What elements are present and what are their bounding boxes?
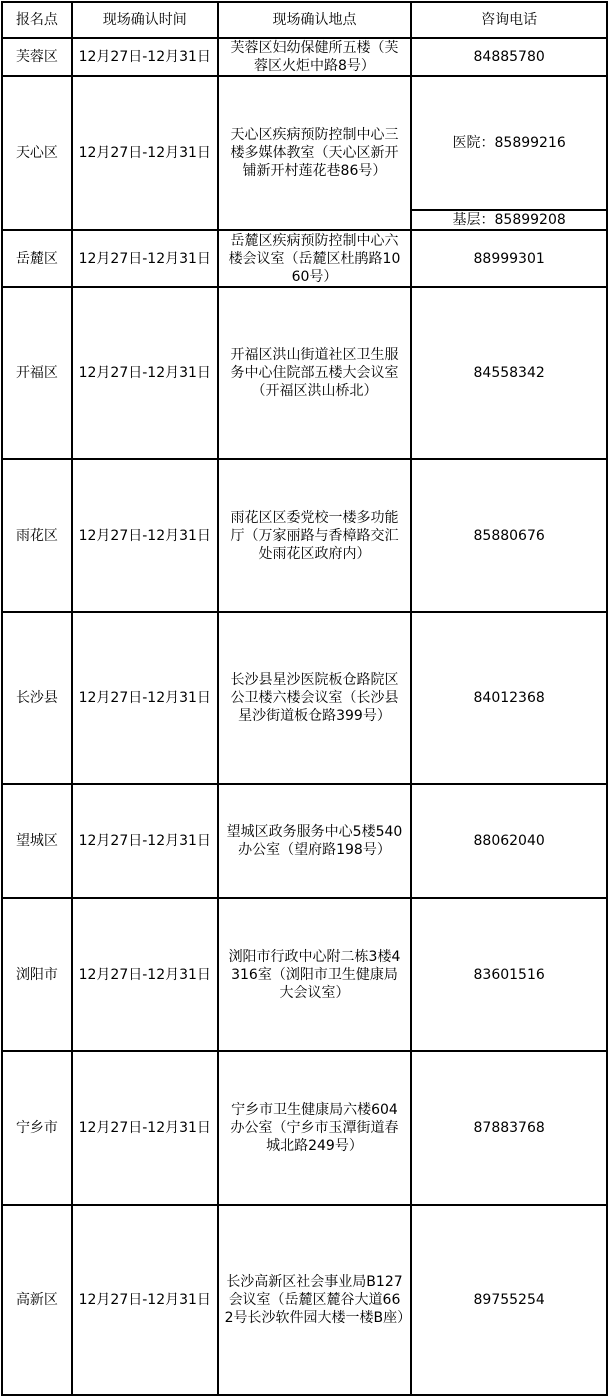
- time-cell: 12月27日-12月31日: [72, 38, 218, 76]
- table-row: [2, 38, 607, 76]
- time-cell: 12月27日-12月31日: [72, 612, 218, 784]
- phone-hospital: 医院：85899216: [452, 135, 566, 151]
- phone-cell: 89755254: [411, 1205, 607, 1395]
- phone-cell: 88062040: [411, 784, 607, 898]
- header-phone: 咨询电话: [411, 2, 607, 38]
- table-row: [2, 1205, 607, 1395]
- phone-cell-split: [411, 76, 607, 230]
- phone-cell: 83601516: [411, 898, 607, 1051]
- site-cell: 雨花区: [2, 459, 72, 612]
- site-cell: 芙蓉区: [2, 38, 72, 76]
- header-location: 现场确认地点: [218, 2, 412, 38]
- time-cell: 12月27日-12月31日: [72, 898, 218, 1051]
- location-cell: 长沙县星沙医院板仓路院区公卫楼六楼会议室（长沙县星沙街道板仓路399号）: [218, 612, 412, 784]
- phone-cell: 84012368: [411, 612, 607, 784]
- time-cell: 12月27日-12月31日: [72, 1051, 218, 1205]
- location-cell: 芙蓉区妇幼保健所五楼（芙蓉区火炬中路8号）: [218, 38, 412, 76]
- site-cell: 天心区: [2, 76, 72, 230]
- location-cell: 宁乡市卫生健康局六楼604办公室（宁乡市玉潭街道春城北路249号）: [218, 1051, 412, 1205]
- location-cell: 长沙高新区社会事业局B127会议室（岳麓区麓谷大道662号长沙软件园大楼一楼B座）: [218, 1205, 412, 1395]
- site-cell: 高新区: [2, 1205, 72, 1395]
- header-site: 报名点: [2, 2, 72, 38]
- site-cell: 开福区: [2, 287, 72, 459]
- table-row: [2, 784, 607, 898]
- phone-cell: 84558342: [411, 287, 607, 459]
- location-cell: 浏阳市行政中心附二栋3楼4316室（浏阳市卫生健康局大会议室）: [218, 898, 412, 1051]
- table-row: [2, 612, 607, 784]
- site-cell: 长沙县: [2, 612, 72, 784]
- time-cell: 12月27日-12月31日: [72, 784, 218, 898]
- site-cell: 岳麓区: [2, 230, 72, 287]
- phone-grassroots: 基层：85899208: [412, 209, 606, 229]
- location-cell: 望城区政务服务中心5楼540办公室（望府路198号）: [218, 784, 412, 898]
- location-cell: 岳麓区疾病预防控制中心六楼会议室（岳麓区杜鹃路1060号）: [218, 230, 412, 287]
- table-row: [2, 898, 607, 1051]
- registration-table: [1, 1, 608, 1396]
- location-cell: 开福区洪山街道社区卫生服务中心住院部五楼大会议室（开福区洪山桥北）: [218, 287, 412, 459]
- phone-cell: 85880676: [411, 459, 607, 612]
- table-row: [2, 287, 607, 459]
- location-cell: 雨花区区委党校一楼多功能厅（万家丽路与香樟路交汇处雨花区政府内）: [218, 459, 412, 612]
- time-cell: 12月27日-12月31日: [72, 459, 218, 612]
- phone-cell: 87883768: [411, 1051, 607, 1205]
- phone-cell: 84885780: [411, 38, 607, 76]
- table-row: [2, 459, 607, 612]
- time-cell: 12月27日-12月31日: [72, 230, 218, 287]
- site-cell: 浏阳市: [2, 898, 72, 1051]
- time-cell: 12月27日-12月31日: [72, 76, 218, 230]
- header-time: 现场确认时间: [72, 2, 218, 38]
- table-header-row: [2, 2, 607, 38]
- time-cell: 12月27日-12月31日: [72, 1205, 218, 1395]
- table-row: [2, 230, 607, 287]
- location-cell: 天心区疾病预防控制中心三楼多媒体教室（天心区新开铺新开村莲花巷86号）: [218, 76, 412, 230]
- table-row: [2, 1051, 607, 1205]
- site-cell: 宁乡市: [2, 1051, 72, 1205]
- time-cell: 12月27日-12月31日: [72, 287, 218, 459]
- site-cell: 望城区: [2, 784, 72, 898]
- table-row: [2, 76, 607, 230]
- phone-cell: 88999301: [411, 230, 607, 287]
